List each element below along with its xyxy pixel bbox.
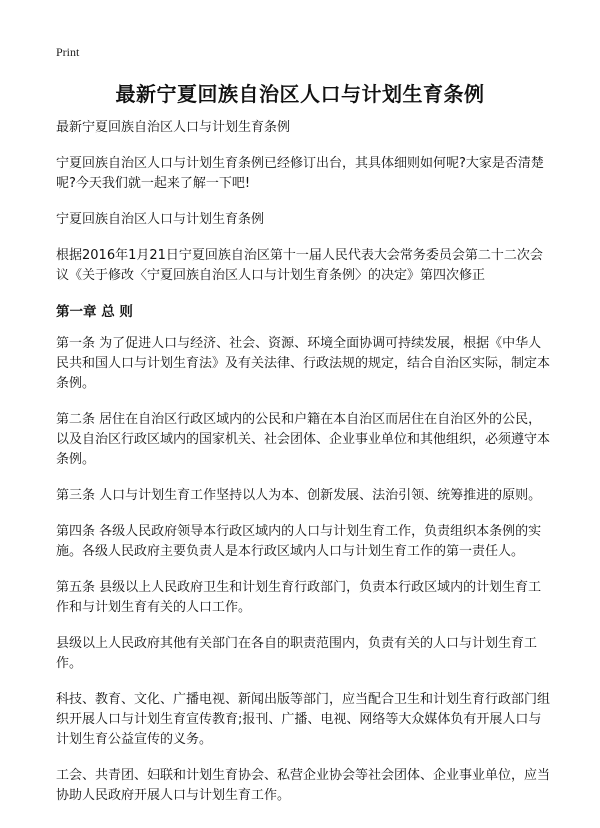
article-5: 第五条 县级以上人民政府卫生和计划生育行政部门，负责本行政区域内的计划生育工作和与计划生育有关的人口工作。	[56, 580, 542, 615]
intro-paragraph: 宁夏回族自治区人口与计划生育条例已经修订出台，其具体细则如何呢?大家是否清楚呢?今天我们就一起来了解一下吧!	[56, 156, 544, 191]
article-5-clause-4: 工会、共青团、妇联和计划生育协会、私营企业协会等社会团体、企业事业单位，应当协助人民政府开展人口与计划生育工作。	[56, 768, 551, 803]
article-3: 第三条 人口与计划生育工作坚持以人为本、创新发展、法治引领、统筹推进的原则。	[56, 488, 542, 503]
article-5-clause-3: 科技、教育、文化、广播电视、新闻出版等部门，应当配合卫生和计划生育行政部门组织开展人口与计划生育宣传教育;报刊、广播、电视、网络等大众媒体负有开展人口与计划生育公益宣传的义务。	[56, 692, 551, 747]
regulation-name-paragraph: 宁夏回族自治区人口与计划生育条例	[56, 212, 265, 227]
article-5-clause-2: 县级以上人民政府其他有关部门在各自的职责范围内，负责有关的人口与计划生育工作。	[56, 636, 538, 671]
chapter-heading: 第一章 总 则	[56, 304, 133, 320]
amendment-note-paragraph: 根据2016年1月21日宁夏回族自治区第十一届人民代表大会常务委员会第二十二次会议《关于修改〈宁夏回族自治区人口与计划生育条例〉的决定》第四次修正	[56, 248, 543, 283]
print-link[interactable]: Print	[56, 45, 80, 59]
document-body	[56, 118, 550, 822]
document-title: 最新宁夏回族自治区人口与计划生育条例	[115, 82, 485, 106]
article-1: 第一条 为了促进人口与经济、社会、资源、环境全面协调可持续发展，根据《中华人民共和国人口与计划生育法》及有关法律、行政法规的规定，结合自治区实际，制定本条例。	[56, 336, 551, 391]
subtitle-paragraph: 最新宁夏回族自治区人口与计划生育条例	[56, 120, 291, 135]
article-2: 第二条 居住在自治区行政区域内的公民和户籍在本自治区而居住在自治区外的公民，以及自治区行政区域内的国家机关、社会团体、企业事业单位和其他组织，必须遵守本条例。	[56, 412, 551, 467]
article-4: 第四条 各级人民政府领导本行政区域内的人口与计划生育工作，负责组织本条例的实施。各级人民政府主要负责人是本行政区域内人口与计划生育工作的第一责任人。	[56, 524, 542, 559]
